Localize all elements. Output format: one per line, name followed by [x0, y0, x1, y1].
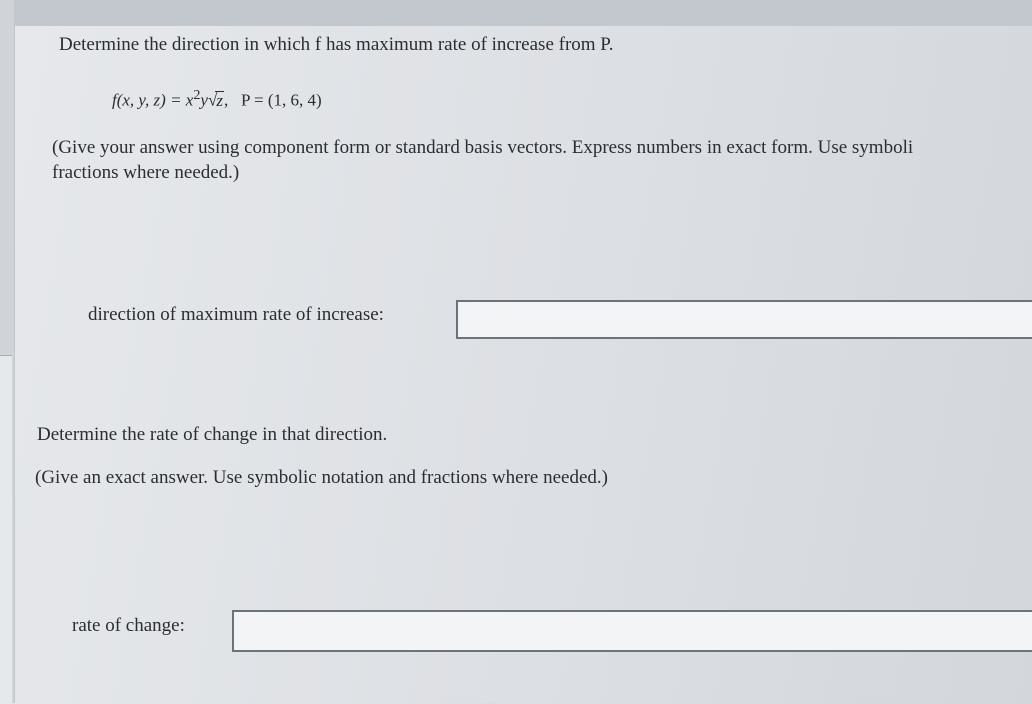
browser-frame-top: [0, 0, 1032, 26]
question-panel: [14, 26, 1032, 703]
formula-mid: y√: [200, 90, 218, 110]
question1-prompt: Determine the direction in which f has maximum rate of increase from P.: [59, 34, 614, 55]
formula-exponent: 2: [193, 87, 201, 103]
function-formula: [112, 87, 322, 111]
question1-hint-line1: (Give your answer using component form or standard basis vectors. Express numbers in exact form. Use symboli: [52, 137, 914, 158]
formula-comma: ,: [223, 90, 229, 110]
question2-hint: (Give an exact answer. Use symbolic notation and fractions where needed.): [35, 467, 608, 488]
side-panel-edge: [0, 355, 12, 704]
formula-lhs: f(x, y, z) = x: [112, 90, 194, 110]
direction-answer-label: direction of maximum rate of increase:: [88, 304, 384, 325]
question2-prompt: Determine the rate of change in that direction.: [37, 424, 388, 445]
rate-answer-label: rate of change:: [72, 615, 185, 636]
rate-answer-input[interactable]: [232, 610, 1032, 652]
formula-point: P = (1, 6, 4): [240, 90, 322, 110]
direction-answer-input[interactable]: [456, 300, 1032, 339]
question1-hint-line2: fractions where needed.): [52, 162, 240, 183]
formula-radicand: z: [216, 90, 223, 110]
